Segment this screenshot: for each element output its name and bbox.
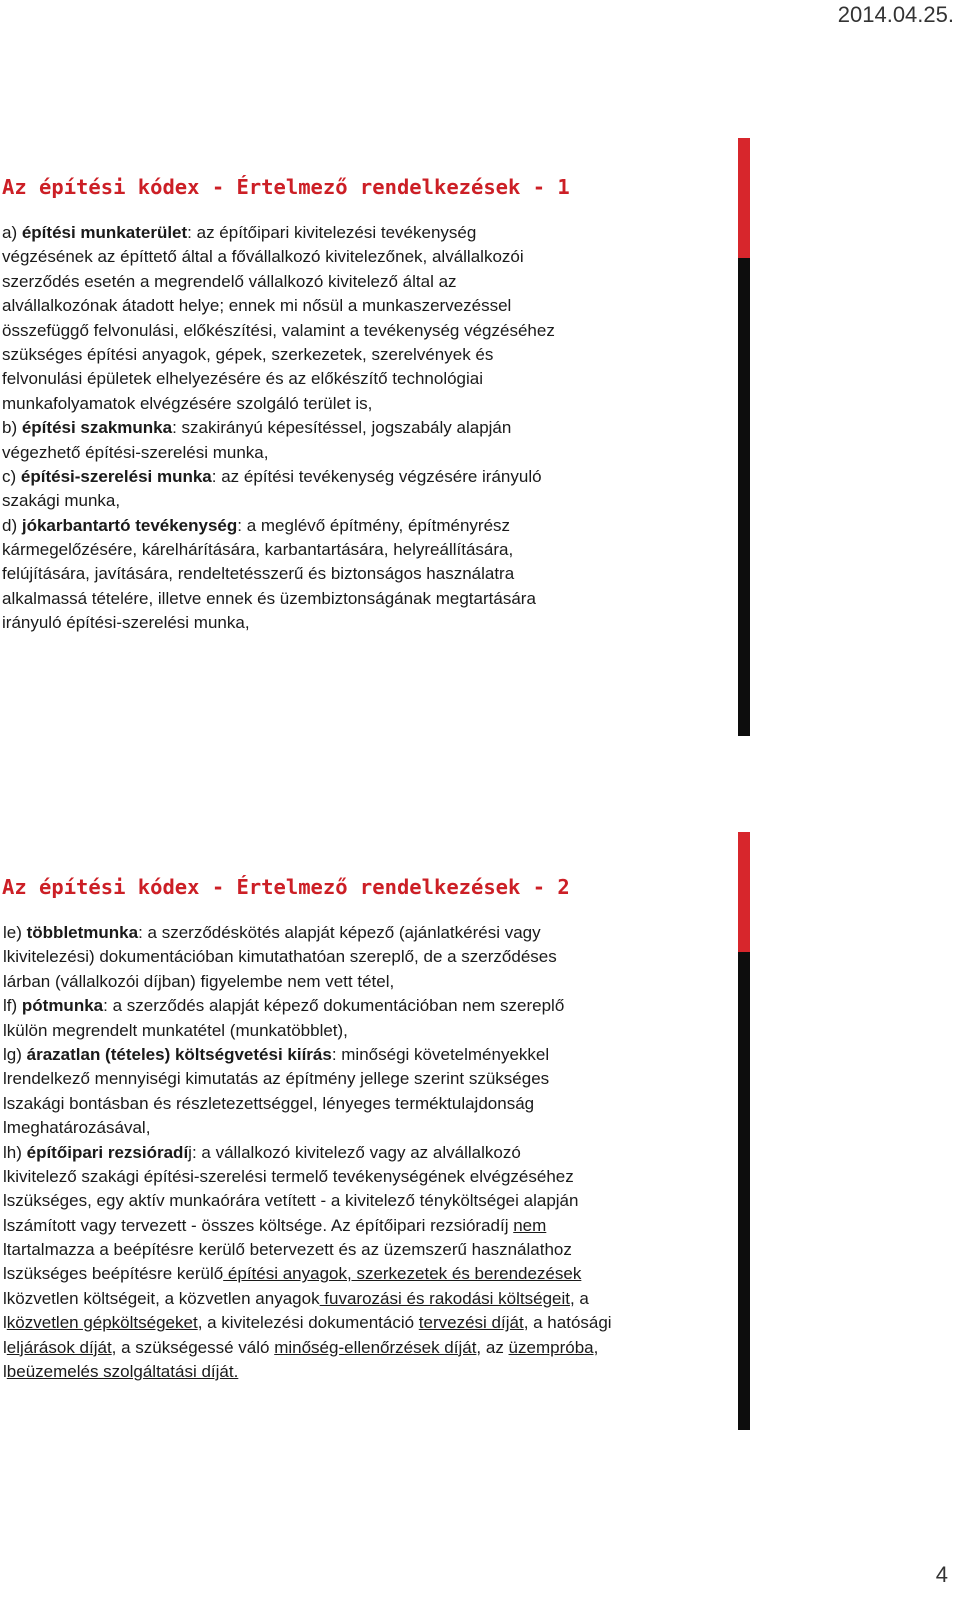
text-segment: lh) [3,1142,27,1162]
text-segment: alkalmassá tételére, illetve ennek és üzembiztonságának megtartására [2,588,536,608]
defined-term: építési szakmunka [21,418,173,438]
text-segment: lkivitelezési) dokumentációban kimutathatóan szereplő, de a szerződéses [3,947,557,967]
text-line [0,1092,770,1116]
text-segment: : az építési tevékenység végzésére irányuló [211,466,542,486]
defined-term: építőipari rezsióradí [26,1142,189,1162]
underlined-text: építési anyagok, szerkezetek és berendezések [223,1264,582,1284]
text-segment: a) [2,223,22,242]
text-line [0,416,760,440]
text-line [0,945,770,969]
defined-term: építési-szerelési munka [20,466,212,486]
text-line [0,1336,770,1360]
text-segment: lárban (vállalkozói díjban) figyelembe nem vett tétel, [3,971,395,991]
underlined-text: közvetlen gépköltségeket [6,1313,198,1333]
slide-1-body [0,221,760,636]
text-segment: le) [3,923,27,942]
text-line [0,1238,770,1262]
underlined-text: fuvarozási és rakodási költségeit [319,1288,570,1308]
underlined-text: eljárások díját [6,1337,112,1357]
text-segment: alvállalkozónak átadott helye; ennek mi nősül a munkaszervezéssel [2,296,512,316]
defined-term: jókarbantartó tevékenység [21,515,238,535]
underlined-text: beüzemelés szolgáltatási díját. [6,1362,239,1382]
text-segment: felvonulási épületek elhelyezésére és az előkészítő technológiai [2,369,484,389]
text-line [0,1165,770,1189]
text-segment: : a szerződés alapját képező dokumentációban nem szereplő [103,996,565,1016]
text-segment: , a szükségessé váló [111,1337,275,1357]
slide-1-title: Az építési kódex - Értelmező rendelkezések - 1 [2,175,570,199]
defined-term: árazatlan (tételes) költségvetési kiírás [26,1044,332,1064]
underlined-text: üzempróba, [508,1337,599,1357]
text-segment: irányuló építési-szerelési munka, [2,613,250,633]
text-segment: , az [476,1337,509,1357]
text-line [0,994,770,1018]
defined-term: többletmunka [26,923,139,942]
underlined-text: minőség-ellenőrzések díját [274,1337,477,1357]
text-line [0,970,770,994]
text-line [0,392,760,416]
slide-2-title: Az építési kódex - Értelmező rendelkezések - 2 [2,875,570,899]
text-segment: szükséges építési anyagok, gépek, szerkezetek, szerelvények és [2,344,494,364]
underlined-text: nem [513,1215,547,1235]
text-segment: : minőségi követelményekkel [331,1044,550,1064]
slide-2-body [0,921,770,1384]
defined-term: pótmunka [21,996,104,1016]
document-date: 2014.04.25. [837,2,954,27]
text-line [0,921,770,945]
text-line [0,1262,770,1286]
slide-1 [0,175,760,636]
text-line [0,294,760,318]
text-line [0,514,760,538]
text-segment: felújítására, javítására, rendeltetésszerű és biztonságos használatra [2,564,515,584]
text-line [0,1043,770,1067]
text-segment: lmeghatározásával, [3,1118,151,1138]
text-line [0,1287,770,1311]
text-segment: lszükséges, egy aktív munkaórára vetített - a kivitelező tényköltségei alapján [3,1191,579,1211]
text-line [0,319,760,343]
text-segment: : az építőipari kivitelezési tevékenység [187,223,477,242]
text-segment: végezhető építési-szerelési munka, [2,442,269,462]
text-line [0,367,760,391]
text-segment: , a hatósági [523,1313,612,1333]
text-segment: d) [2,515,22,535]
text-segment: b) [2,418,22,438]
text-segment: lkülön megrendelt munkatétel (munkatöbblet), [3,1020,348,1040]
text-segment: lkivitelező szakági építési-szerelési termelő tevékenységének elvégzéséhez [3,1166,574,1186]
text-line [0,1019,770,1043]
slide-2 [0,875,770,1384]
text-line [0,441,760,465]
text-line [0,611,760,635]
text-line [0,1067,770,1091]
text-line [0,489,760,513]
text-segment: c) [2,466,21,486]
text-line [0,1141,770,1165]
text-segment: l [3,1362,7,1382]
text-line [0,465,760,489]
text-segment: l [3,1337,7,1357]
text-line [0,343,760,367]
text-segment: lszámított vagy tervezett - összes költsége. Az építőipari rezsióradíj [3,1215,514,1235]
text-segment: lszükséges beépítésre kerülő [3,1264,224,1284]
text-segment: összefüggő felvonulási, előkészítési, valamint a tevékenység végzéséhez [2,320,555,340]
text-line [0,538,760,562]
text-segment: , a [569,1288,589,1308]
text-segment: : szakirányú képesítéssel, jogszabály alapján [172,418,512,438]
text-line [0,1214,770,1238]
text-line [0,1189,770,1213]
text-segment: : a szerződéskötés alapját képező (ajánlatkérési vagy [138,923,541,942]
text-line [0,1116,770,1140]
text-segment: szerződés esetén a megrendelő vállalkozó kivitelező által az [2,271,457,291]
text-segment: munkafolyamatok elvégzésére szolgáló terület is, [2,393,373,413]
text-segment: j: a vállalkozó kivitelező vagy az alvállalkozó [188,1142,521,1162]
text-segment: : a meglévő építmény, építményrész [237,515,511,535]
text-segment: ltartalmazza a beépítésre kerülő betervezett és az üzemszerű használathoz [3,1240,572,1260]
text-line [0,587,760,611]
text-segment: l [3,1313,7,1333]
text-segment: végzésének az építtető által a fővállalkozó kivitelezőnek, alvállalkozói [2,247,524,267]
text-line [0,245,760,269]
defined-term: építési munkaterület [21,223,188,242]
page-number: 4 [935,1562,948,1587]
text-segment: lf) [3,996,22,1016]
text-segment: lrendelkező mennyiségi kimutatás az építmény jellege szerint szükséges [3,1069,550,1089]
text-segment: lközvetlen költségeit, a közvetlen anyagok [3,1288,320,1308]
text-line [0,562,760,586]
text-line [0,1311,770,1335]
text-segment: kármegelőzésére, kárelhárítására, karbantartására, helyreállítására, [2,540,514,560]
text-segment: szakági munka, [2,491,121,511]
text-line [0,1360,770,1384]
text-line [0,221,760,245]
text-segment: , a kivitelezési dokumentáció [197,1313,419,1333]
underlined-text: tervezési díját [418,1313,524,1333]
text-segment: lszakági bontásban és részletezettséggel, lényeges terméktulajdonság [3,1093,535,1113]
text-line [0,270,760,294]
text-segment: lg) [3,1044,27,1064]
